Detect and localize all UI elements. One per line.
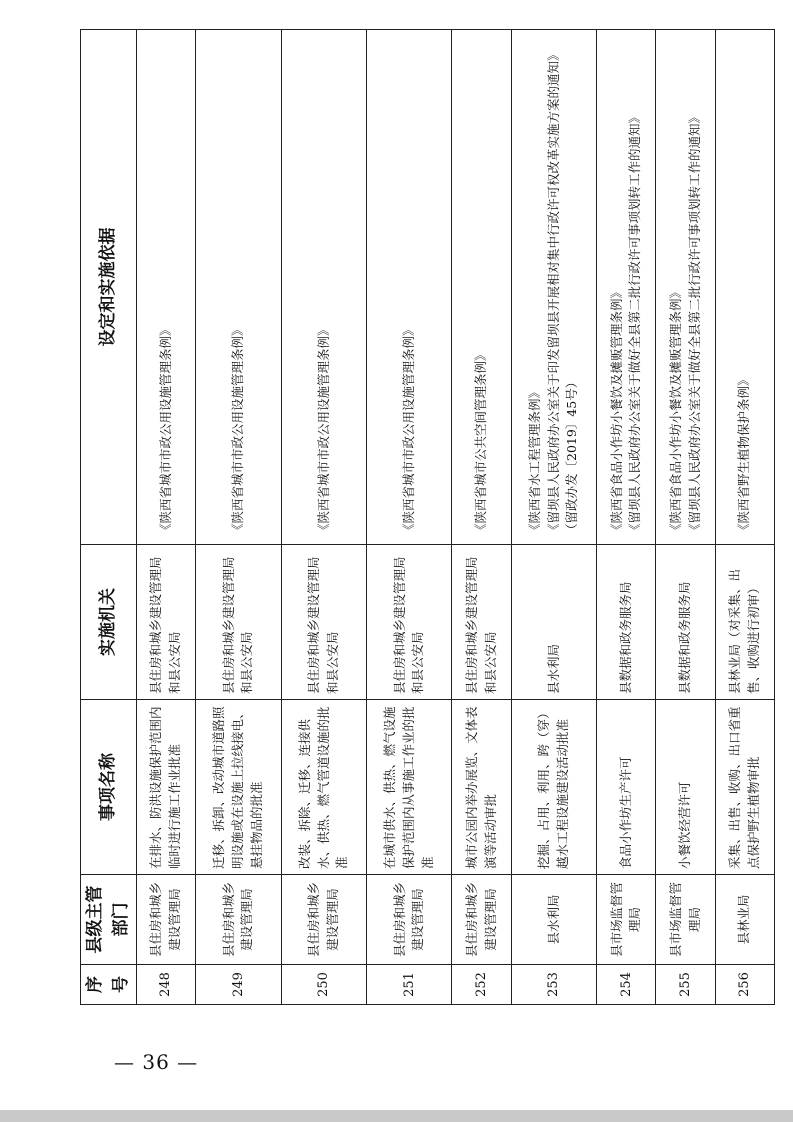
scan-edge — [0, 1110, 793, 1122]
table-row — [511, 30, 596, 1005]
basis-line: 《留坝县人民政府办公室关于印发留坝县开展相对集中行政许可权改革实施方案的通知》（留政办发〔2019〕45号） — [545, 48, 580, 536]
row-basis — [367, 30, 452, 545]
row-department: 县住房和城乡建设管理局 — [281, 875, 366, 965]
row-item-name: 小餐饮经营许可 — [656, 700, 715, 875]
row-agency: 县住房和城乡建设管理局和县公安局 — [137, 545, 196, 700]
row-number: 251 — [367, 965, 452, 1005]
row-agency: 县住房和城乡建设管理局和县公安局 — [367, 545, 452, 700]
header-dept: 县级主管部门 — [81, 875, 137, 965]
basis-line: 《陕西省食品小作坊小餐饮及摊贩管理条例》 — [667, 285, 683, 536]
row-department: 县住房和城乡建设管理局 — [367, 875, 452, 965]
row-item-name: 在排水、防洪设施保护范围内临时进行施工作业批准 — [137, 700, 196, 875]
row-agency: 县林业局（对采集、出售、收购进行初审） — [715, 545, 774, 700]
basis-line: 《陕西省野生植物保护条例》 — [736, 373, 752, 536]
row-item-name: 挖掘、占用、利用、跨（穿）越水工程设施建设活动批准 — [511, 700, 596, 875]
document-table — [80, 29, 775, 1005]
row-department: 县住房和城乡建设管理局 — [137, 875, 196, 965]
table-row — [597, 30, 656, 1005]
rotated-table-container — [80, 30, 775, 1005]
row-basis — [715, 30, 774, 545]
header-agency: 实施机关 — [81, 545, 137, 700]
table-row — [281, 30, 366, 1005]
basis-line: 《陕西省城市市政公用设施管理条例》 — [230, 323, 246, 536]
row-basis — [656, 30, 715, 545]
table-header-row — [81, 30, 137, 1005]
basis-line: 《陕西省城市市政公用设施管理条例》 — [157, 323, 173, 536]
page-number: — 36 — — [114, 1050, 199, 1074]
row-number: 252 — [452, 965, 511, 1005]
row-item-name: 迁移、拆卸、改动城市道路照明设施或在设施上拉线接电、悬挂物品的批准 — [196, 700, 281, 875]
row-agency: 县住房和城乡建设管理局和县公安局 — [196, 545, 281, 700]
basis-line: 《陕西省水工程管理条例》 — [526, 385, 542, 536]
row-item-name: 食品小作坊生产许可 — [597, 700, 656, 875]
basis-line: 《陕西省城市公共空间管理条例》 — [473, 348, 489, 536]
row-basis — [511, 30, 596, 545]
row-department: 县住房和城乡建设管理局 — [196, 875, 281, 965]
header-basis: 设定和实施依据 — [81, 30, 137, 545]
header-item: 事项名称 — [81, 700, 137, 875]
row-number: 253 — [511, 965, 596, 1005]
basis-line: 《留坝县人民政府办公室关于做好全县第二批行政许可事项划转工作的通知》 — [686, 110, 702, 536]
row-agency: 县数据和政务服务局 — [597, 545, 656, 700]
row-basis — [597, 30, 656, 545]
row-number: 255 — [656, 965, 715, 1005]
row-agency: 县数据和政务服务局 — [656, 545, 715, 700]
row-basis — [452, 30, 511, 545]
row-department: 县林业局 — [715, 875, 774, 965]
basis-line: 《陕西省城市市政公用设施管理条例》 — [315, 323, 331, 536]
row-basis — [196, 30, 281, 545]
header-no: 序号 — [81, 965, 137, 1005]
table-row — [367, 30, 452, 1005]
table-row — [452, 30, 511, 1005]
table-row — [656, 30, 715, 1005]
row-agency: 县住房和城乡建设管理局和县公安局 — [281, 545, 366, 700]
table-row — [137, 30, 196, 1005]
row-department: 县水利局 — [511, 875, 596, 965]
row-department: 县住房和城乡建设管理局 — [452, 875, 511, 965]
row-item-name: 采集、出售、收购、出口省重点保护野生植物审批 — [715, 700, 774, 875]
basis-line: 《留坝县人民政府办公室关于做好全县第二批行政许可事项划转工作的通知》 — [627, 110, 643, 536]
row-number: 250 — [281, 965, 366, 1005]
row-number: 254 — [597, 965, 656, 1005]
table-row — [715, 30, 774, 1005]
row-number: 248 — [137, 965, 196, 1005]
table-row — [196, 30, 281, 1005]
row-number: 256 — [715, 965, 774, 1005]
row-agency: 县水利局 — [511, 545, 596, 700]
row-basis — [281, 30, 366, 545]
row-item-name: 改装、拆除、迁移、连接供水、供热、燃气管道设施的批准 — [281, 700, 366, 875]
row-item-name: 在城市供水、供热、燃气设施保护范围内从事施工作业的批准 — [367, 700, 452, 875]
row-basis — [137, 30, 196, 545]
row-agency: 县住房和城乡建设管理局和县公安局 — [452, 545, 511, 700]
row-department: 县市场监督管理局 — [656, 875, 715, 965]
row-number: 249 — [196, 965, 281, 1005]
basis-line: 《陕西省城市市政公用设施管理条例》 — [400, 323, 416, 536]
row-item-name: 城市公园内举办展览、文体表演等活动审批 — [452, 700, 511, 875]
basis-line: 《陕西省食品小作坊小餐饮及摊贩管理条例》 — [608, 285, 624, 536]
row-department: 县市场监督管理局 — [597, 875, 656, 965]
